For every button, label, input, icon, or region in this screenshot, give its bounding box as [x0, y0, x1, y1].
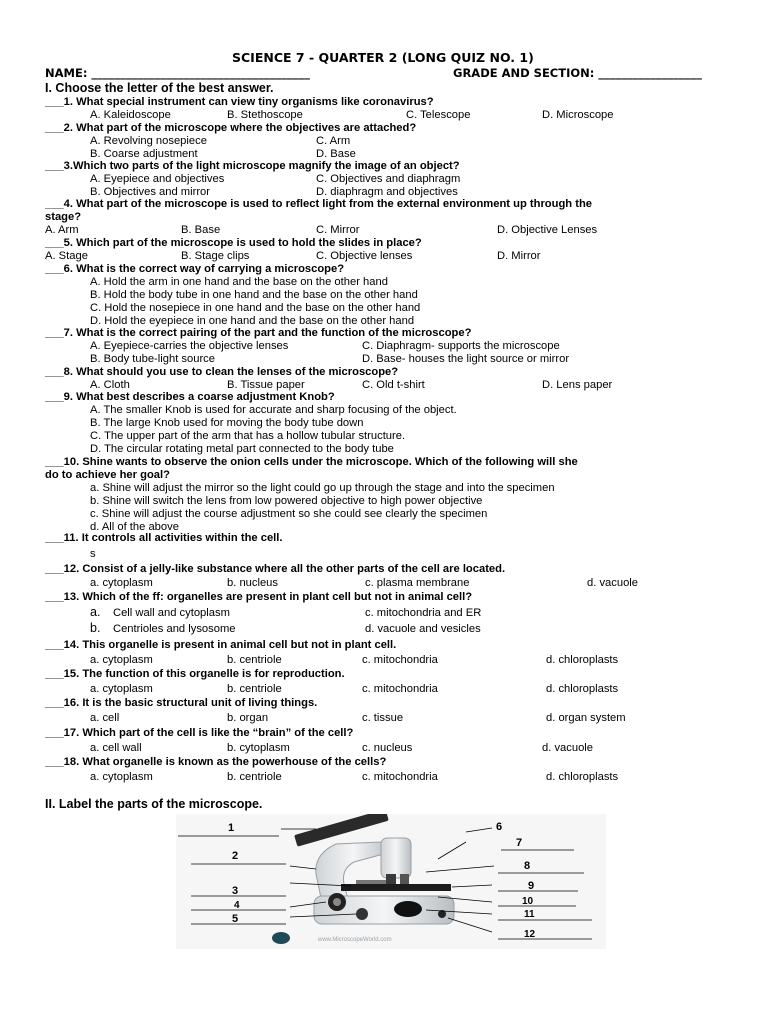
microscope-stage-clip — [356, 880, 386, 884]
q9-option-d: D. The circular rotating metal part connected to the body tube — [90, 443, 394, 455]
label-number-9: 9 — [528, 880, 535, 892]
q4-option-c: C. Mirror — [316, 224, 360, 236]
q12-option-a: a. cytoplasm — [90, 577, 153, 589]
q6-option-c: C. Hold the nosepiece in one hand and the base on the other hand — [90, 302, 421, 314]
q14-option-a: a. cytoplasm — [90, 654, 153, 666]
q1-option-b: B. Stethoscope — [227, 109, 303, 121]
q13-option-d: d. vacuole and vesicles — [365, 623, 481, 635]
label-number-11: 11 — [524, 909, 535, 920]
page-title: SCIENCE 7 - QUARTER 2 (LONG QUIZ NO. 1) — [232, 50, 534, 65]
q4-option-a: A. Arm — [45, 224, 79, 236]
q15-option-c: c. mitochondria — [362, 683, 438, 695]
q14-option-d: d. chloroplasts — [546, 654, 619, 666]
watermark-text: www.MicroscopeWorld.com — [318, 937, 392, 943]
q15-option-b: b. centriole — [227, 683, 282, 695]
question-8: ___8. What should you use to clean the lenses of the microscope? — [45, 366, 399, 378]
label-number-6: 6 — [496, 821, 503, 833]
label-number-2: 2 — [232, 850, 239, 862]
question-4-cont: stage? — [45, 211, 82, 223]
section-1-heading: I. Choose the letter of the best answer. — [45, 81, 274, 95]
q17-option-d: d. vacuole — [542, 742, 593, 754]
q10-option-c: c. Shine will adjust the course adjustment so she could see clearly the specimen — [90, 508, 488, 520]
q18-option-a: a. cytoplasm — [90, 771, 153, 783]
q2-option-a: A. Revolving nosepiece — [90, 135, 207, 147]
q1-option-d: D. Microscope — [542, 109, 614, 121]
q16-option-b: b. organ — [227, 712, 269, 724]
question-4: ___4. What part of the microscope is used to reflect light from the external environment up through the — [45, 198, 593, 210]
question-2: ___2. What part of the microscope where the objectives are attached? — [45, 122, 417, 134]
logo-icon — [272, 932, 290, 944]
question-6: ___6. What is the correct way of carrying a microscope? — [45, 263, 345, 275]
name-line: NAME: ______________________________________ — [45, 66, 310, 80]
q8-option-a: A. Cloth — [90, 379, 130, 391]
q7-option-c: C. Diaphragm- supports the microscope — [362, 340, 560, 352]
q9-option-a: A. The smaller Knob is used for accurate and sharp focusing of the object. — [90, 404, 457, 416]
question-1: ___1. What special instrument can view tiny organisms like coronavirus? — [45, 96, 434, 108]
question-17: ___17. Which part of the cell is like the “brain” of the cell? — [45, 727, 354, 739]
question-7: ___7. What is the correct pairing of the part and the function of the microscope? — [45, 327, 472, 339]
question-3: ___3.Which two parts of the light microscope magnify the image of an object? — [45, 160, 460, 172]
label-number-10: 10 — [522, 896, 534, 907]
q4-option-d: D. Objective Lenses — [497, 224, 598, 236]
q13-option-c: c. mitochondria and ER — [365, 607, 482, 619]
grade-section-line: GRADE AND SECTION: __________________ — [453, 66, 702, 80]
q3-option-d: D. diaphragm and objectives — [316, 186, 458, 198]
q7-option-b: B. Body tube-light source — [90, 353, 215, 365]
q12-option-d: d. vacuole — [587, 577, 638, 589]
q7-option-a: A. Eyepiece-carries the objective lenses — [90, 340, 289, 352]
q1-option-a: A. Kaleidoscope — [90, 109, 171, 121]
q15-option-a: a. cytoplasm — [90, 683, 153, 695]
question-10-cont: do to achieve her goal? — [45, 469, 170, 481]
label-number-8: 8 — [524, 860, 531, 872]
q18-option-d: d. chloroplasts — [546, 771, 619, 783]
microscope-diagram — [176, 814, 606, 949]
q17-option-a: a. cell wall — [90, 742, 142, 754]
question-13: ___13. Which of the ff: organelles are present in plant cell but not in animal cell? — [45, 591, 473, 603]
q13-option-a: Cell wall and cytoplasm — [113, 607, 230, 619]
q12-option-c: c. plasma membrane — [365, 577, 470, 589]
q10-option-b: b. Shine will switch the lens from low powered objective to high power objective — [90, 495, 483, 507]
q14-option-b: b. centriole — [227, 654, 282, 666]
question-16: ___16. It is the basic structural unit of living things. — [45, 697, 318, 709]
label-number-1: 1 — [228, 822, 235, 834]
question-5: ___5. Which part of the microscope is used to hold the slides in place? — [45, 237, 422, 249]
q16-option-a: a. cell — [90, 712, 120, 724]
q6-option-a: A. Hold the arm in one hand and the base on the other hand — [90, 276, 388, 288]
label-number-3: 3 — [232, 885, 239, 897]
q14-option-c: c. mitochondria — [362, 654, 438, 666]
label-number-7: 7 — [516, 837, 523, 849]
q18-option-b: b. centriole — [227, 771, 282, 783]
microscope-stage — [341, 884, 451, 891]
q9-option-b: B. The large Knob used for moving the body tube down — [90, 417, 364, 429]
q12-option-b: b. nucleus — [227, 577, 278, 589]
q11-stray-text: s — [90, 548, 96, 560]
q13-option-a-letter: a. — [90, 605, 101, 619]
q10-option-a: a. Shine will adjust the mirror so the light could go up through the stage and into the specimen — [90, 482, 555, 494]
question-10: ___10. Shine wants to observe the onion cells under the microscope. Which of the following will she — [45, 456, 578, 468]
q13-option-b: Centrioles and lysosome — [113, 623, 236, 635]
q5-option-c: C. Objective lenses — [316, 250, 413, 262]
label-number-12: 12 — [524, 929, 536, 940]
question-18: ___18. What organelle is known as the powerhouse of the cells? — [45, 756, 387, 768]
q8-option-c: C. Old t-shirt — [362, 379, 425, 391]
q6-option-b: B. Hold the body tube in one hand and the base on the other hand — [90, 289, 418, 301]
q2-option-c: C. Arm — [316, 135, 351, 147]
q5-option-a: A. Stage — [45, 250, 88, 262]
question-11: ___11. It controls all activities within the cell. — [45, 532, 283, 544]
question-9: ___9. What best describes a coarse adjustment Knob? — [45, 391, 335, 403]
question-12: ___12. Consist of a jelly-like substance where all the other parts of the cell are located. — [45, 563, 506, 575]
q3-option-b: B. Objectives and mirror — [90, 186, 210, 198]
q8-option-d: D. Lens paper — [542, 379, 613, 391]
q15-option-d: d. chloroplasts — [546, 683, 619, 695]
q16-option-c: c. tissue — [362, 712, 404, 724]
q16-option-d: d. organ system — [546, 712, 626, 724]
question-14: ___14. This organelle is present in animal cell but not in plant cell. — [45, 639, 397, 651]
q10-option-d: d. All of the above — [90, 521, 179, 533]
q9-option-c: C. The upper part of the arm that has a hollow tubular structure. — [90, 430, 406, 442]
q5-option-b: B. Stage clips — [181, 250, 250, 262]
label-number-5: 5 — [232, 913, 239, 925]
section-2-heading: II. Label the parts of the microscope. — [45, 797, 263, 811]
q7-option-d: D. Base- houses the light source or mirror — [362, 353, 570, 365]
label-number-4: 4 — [234, 900, 240, 911]
q2-option-b: B. Coarse adjustment — [90, 148, 198, 160]
q13-option-b-letter: b. — [90, 621, 101, 635]
q2-option-d: D. Base — [316, 148, 356, 160]
q18-option-c: c. mitochondria — [362, 771, 438, 783]
q6-option-d: D. Hold the eyepiece in one hand and the base on the other hand — [90, 315, 415, 327]
q3-option-a: A. Eyepiece and objectives — [90, 173, 225, 185]
microscope-light-source — [394, 901, 422, 917]
q17-option-b: b. cytoplasm — [227, 742, 290, 754]
q1-option-c: C. Telescope — [406, 109, 471, 121]
coarse-adjustment-knob-center — [333, 898, 341, 906]
q8-option-b: B. Tissue paper — [227, 379, 305, 391]
q3-option-c: C. Objectives and diaphragm — [316, 173, 461, 185]
question-15: ___15. The function of this organelle is for reproduction. — [45, 668, 345, 680]
fine-adjustment-knob — [356, 908, 368, 920]
microscope-body-tube — [381, 838, 411, 878]
q5-option-d: D. Mirror — [497, 250, 541, 262]
q4-option-b: B. Base — [181, 224, 221, 236]
q17-option-c: c. nucleus — [362, 742, 413, 754]
